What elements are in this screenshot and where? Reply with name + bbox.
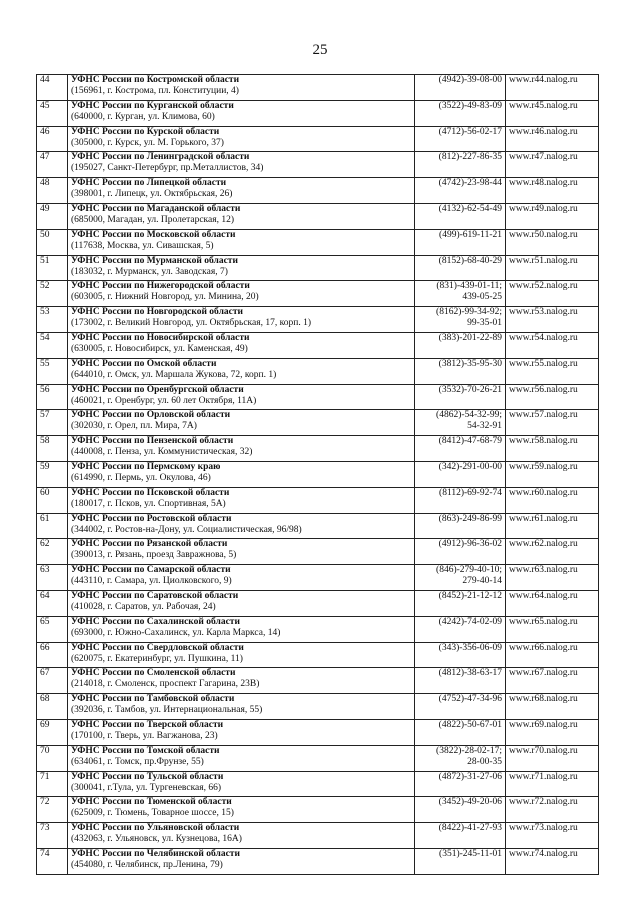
office-name: УФНС России по Ленинградской области [71, 152, 250, 163]
website-link[interactable]: www.r74.nalog.ru [506, 848, 599, 874]
table-row [37, 255, 599, 281]
phone-cell [415, 539, 506, 565]
office-cell [68, 152, 415, 178]
phone-number: (4872)-31-27-06 [438, 771, 502, 782]
phone-number: (3522)-49-83-09 [438, 100, 502, 111]
website-link[interactable]: www.r61.nalog.ru [506, 513, 599, 539]
office-name: УФНС России по Тверской области [71, 719, 224, 730]
website-link[interactable]: www.r52.nalog.ru [506, 281, 599, 307]
office-name: УФНС России по Костромской области [71, 75, 240, 85]
office-address: (344002, г. Ростов-на-Дону, ул. Социалистическая, 96/98) [71, 524, 302, 535]
website-link[interactable]: www.r47.nalog.ru [506, 152, 599, 178]
office-name: УФНС России по Магаданской области [71, 203, 241, 214]
website-link[interactable]: www.r63.nalog.ru [506, 565, 599, 591]
website-link[interactable]: www.r69.nalog.ru [506, 719, 599, 745]
office-cell [68, 332, 415, 358]
row-number: 70 [37, 745, 68, 771]
office-address: (117638, Москва, ул. Сивашская, 5) [71, 240, 214, 251]
office-cell [68, 771, 415, 797]
phone-number: (4942)-39-08-00 [438, 75, 502, 85]
office-address: (620075, г. Екатеринбург, ул. Пушкина, 11) [71, 653, 243, 664]
website-link[interactable]: www.r46.nalog.ru [506, 126, 599, 152]
phone-cell [415, 100, 506, 126]
office-name: УФНС России по Псковской области [71, 487, 230, 498]
phone-number: (4752)-47-34-96 [438, 694, 502, 705]
phone-cell [415, 668, 506, 694]
row-number: 58 [37, 436, 68, 462]
phone-number: 439-05-25 [462, 292, 502, 303]
website-link[interactable]: www.r65.nalog.ru [506, 616, 599, 642]
office-name: УФНС России по Рязанской области [71, 539, 228, 550]
office-address: (440008, г. Пенза, ул. Коммунистическая, 32) [71, 447, 253, 458]
row-number: 60 [37, 487, 68, 513]
office-name: УФНС России по Новгородской области [71, 307, 244, 318]
table-row [37, 771, 599, 797]
phone-number: (3812)-35-95-30 [438, 358, 502, 369]
office-cell [68, 307, 415, 333]
phone-cell [415, 152, 506, 178]
office-cell [68, 203, 415, 229]
row-number: 50 [37, 229, 68, 255]
row-number: 72 [37, 797, 68, 823]
office-cell [68, 539, 415, 565]
row-number: 48 [37, 178, 68, 204]
table-row [37, 384, 599, 410]
website-link[interactable]: www.r66.nalog.ru [506, 642, 599, 668]
row-number: 52 [37, 281, 68, 307]
table-row [37, 100, 599, 126]
website-link[interactable]: www.r60.nalog.ru [506, 487, 599, 513]
phone-number: (499)-619-11-21 [439, 229, 502, 240]
office-address: (183032, г. Мурманск, ул. Заводская, 7) [71, 266, 228, 277]
table-body [37, 75, 599, 875]
table-row [37, 307, 599, 333]
office-cell [68, 668, 415, 694]
row-number: 69 [37, 719, 68, 745]
table-row [37, 823, 599, 849]
table-row [37, 745, 599, 771]
page-number: 25 [312, 42, 328, 58]
row-number: 51 [37, 255, 68, 281]
office-name: УФНС России по Ульяновской области [71, 823, 240, 834]
phone-number: (351)-245-11-01 [439, 848, 502, 859]
phone-number: (3822)-28-02-17; [436, 745, 502, 756]
phone-cell [415, 823, 506, 849]
phone-number: (831)-439-01-11; [436, 281, 502, 292]
office-address: (302030, г. Орел, пл. Мира, 7А) [71, 421, 197, 432]
office-address: (432063, г. Ульяновск, ул. Кузнецова, 16А) [71, 834, 242, 845]
table-row [37, 75, 599, 101]
phone-number: (8422)-41-27-93 [438, 823, 502, 834]
office-cell [68, 410, 415, 436]
office-cell [68, 100, 415, 126]
table-row [37, 539, 599, 565]
row-number: 63 [37, 565, 68, 591]
office-name: УФНС России по Сахалинской области [71, 616, 240, 627]
website-link[interactable]: www.r73.nalog.ru [506, 823, 599, 849]
office-cell [68, 75, 415, 101]
website-link[interactable]: www.r59.nalog.ru [506, 461, 599, 487]
row-number: 44 [37, 75, 68, 101]
row-number: 71 [37, 771, 68, 797]
website-link[interactable]: www.r72.nalog.ru [506, 797, 599, 823]
website-link[interactable]: www.r45.nalog.ru [506, 100, 599, 126]
phone-cell [415, 745, 506, 771]
office-address: (640000, г. Курган, ул. Климова, 60) [71, 111, 215, 122]
office-cell [68, 565, 415, 591]
office-address: (625009, г. Тюмень, Товарное шоссе, 15) [71, 808, 234, 819]
table-row [37, 229, 599, 255]
website-link[interactable]: www.r53.nalog.ru [506, 307, 599, 333]
row-number: 55 [37, 358, 68, 384]
phone-cell [415, 436, 506, 462]
office-cell [68, 384, 415, 410]
phone-cell [415, 384, 506, 410]
office-name: УФНС России по Самарской области [71, 565, 231, 576]
website-link[interactable]: www.r68.nalog.ru [506, 694, 599, 720]
office-cell [68, 178, 415, 204]
office-address: (685000, Магадан, ул. Пролетарская, 12) [71, 214, 235, 225]
office-name: УФНС России по Московской области [71, 229, 236, 240]
row-number: 56 [37, 384, 68, 410]
phone-cell [415, 332, 506, 358]
phone-number: (342)-291-00-00 [438, 461, 502, 472]
office-address: (603005, г. Нижний Новгород, ул. Минина, 20) [71, 292, 259, 303]
office-name: УФНС России по Тульской области [71, 771, 224, 782]
phone-cell [415, 719, 506, 745]
phone-number: (4822)-50-67-01 [438, 719, 502, 730]
phone-number: (343)-356-06-09 [438, 642, 502, 653]
table-row [37, 152, 599, 178]
office-address: (630005, г. Новосибирск, ул. Каменская, 49) [71, 343, 248, 354]
table-row [37, 126, 599, 152]
phone-number: (812)-227-86-35 [438, 152, 502, 163]
phone-number: (8452)-21-12-12 [438, 590, 502, 601]
website-link[interactable]: www.r44.nalog.ru [506, 75, 599, 101]
office-address: (634061, г. Томск, пр.Фрунзе, 55) [71, 756, 204, 767]
office-name: УФНС России по Челябинской области [71, 848, 240, 859]
table-row [37, 668, 599, 694]
office-cell [68, 616, 415, 642]
office-address: (443110, г. Самара, ул. Циолковского, 9) [71, 576, 232, 587]
phone-cell [415, 358, 506, 384]
phone-number: (4812)-38-63-17 [438, 668, 502, 679]
phone-number: (8112)-69-92-74 [439, 487, 502, 498]
phone-cell [415, 410, 506, 436]
office-address: (454080, г. Челябинск, пр.Ленина, 79) [71, 859, 223, 870]
office-cell [68, 126, 415, 152]
phone-cell [415, 461, 506, 487]
office-cell [68, 642, 415, 668]
office-name: УФНС России по Свердловской области [71, 642, 244, 653]
office-cell [68, 745, 415, 771]
phone-number: 279-40-14 [462, 576, 502, 587]
phone-cell [415, 203, 506, 229]
table-row [37, 616, 599, 642]
phone-number: (4912)-96-36-02 [438, 539, 502, 550]
table-row [37, 281, 599, 307]
row-number: 47 [37, 152, 68, 178]
office-name: УФНС России по Саратовской области [71, 590, 239, 601]
phone-cell [415, 126, 506, 152]
phone-cell [415, 281, 506, 307]
phone-cell [415, 229, 506, 255]
office-name: УФНС России по Курганской области [71, 100, 234, 111]
office-address: (300041, г.Тула, ул. Тургеневская, 66) [71, 782, 222, 793]
table-row [37, 694, 599, 720]
office-name: УФНС России по Мурманской области [71, 255, 238, 266]
phone-cell [415, 307, 506, 333]
office-cell [68, 487, 415, 513]
table-row [37, 590, 599, 616]
office-cell [68, 590, 415, 616]
row-number: 68 [37, 694, 68, 720]
phone-cell [415, 590, 506, 616]
office-cell [68, 797, 415, 823]
website-link[interactable]: www.r58.nalog.ru [506, 436, 599, 462]
website-link[interactable]: www.r70.nalog.ru [506, 745, 599, 771]
website-link[interactable]: www.r50.nalog.ru [506, 229, 599, 255]
office-name: УФНС России по Курской области [71, 126, 220, 137]
row-number: 54 [37, 332, 68, 358]
office-address: (180017, г. Псков, ул. Спортивная, 5А) [71, 498, 226, 509]
phone-cell [415, 255, 506, 281]
website-link[interactable]: www.r51.nalog.ru [506, 255, 599, 281]
table-row [37, 487, 599, 513]
office-name: УФНС России по Тюменской области [71, 797, 232, 808]
table-row [37, 410, 599, 436]
office-cell [68, 436, 415, 462]
phone-cell [415, 487, 506, 513]
website-link[interactable]: www.r62.nalog.ru [506, 539, 599, 565]
phone-number: 54-32-91 [467, 421, 502, 432]
office-address: (392036, г. Тамбов, ул. Интернациональная, 55) [71, 705, 263, 716]
phone-number: (4132)-62-54-49 [438, 203, 502, 214]
office-cell [68, 281, 415, 307]
office-cell [68, 255, 415, 281]
office-cell [68, 229, 415, 255]
office-name: УФНС России по Томской области [71, 745, 220, 756]
office-address: (460021, г. Оренбург, ул. 60 лет Октября, 11А) [71, 395, 257, 406]
office-name: УФНС России по Нижегородской области [71, 281, 250, 292]
phone-number: (4862)-54-32-99; [436, 410, 502, 421]
row-number: 57 [37, 410, 68, 436]
phone-number: (863)-249-86-99 [438, 513, 502, 524]
table-row [37, 358, 599, 384]
office-name: УФНС России по Омской области [71, 358, 217, 369]
phone-number: (8162)-99-34-92; [436, 307, 502, 318]
website-link[interactable]: www.r54.nalog.ru [506, 332, 599, 358]
website-link[interactable]: www.r56.nalog.ru [506, 384, 599, 410]
table-row [37, 461, 599, 487]
phone-cell [415, 75, 506, 101]
table-row [37, 642, 599, 668]
office-address: (170100, г. Тверь, ул. Вагжанова, 23) [71, 730, 218, 741]
phone-number: (3532)-70-26-21 [438, 384, 502, 395]
office-name: УФНС России по Орловской области [71, 410, 231, 421]
row-number: 45 [37, 100, 68, 126]
office-cell [68, 461, 415, 487]
office-address: (398001, г. Липецк, ул. Октябрьская, 26) [71, 189, 233, 200]
website-link[interactable]: www.r48.nalog.ru [506, 178, 599, 204]
website-link[interactable]: www.r49.nalog.ru [506, 203, 599, 229]
office-address: (390013, г. Рязань, проезд Завражнова, 5) [71, 550, 237, 561]
phone-number: (8412)-47-68-79 [438, 436, 502, 447]
office-address: (173002, г. Великий Новгород, ул. Октябрьская, 17, корп. 1) [71, 318, 311, 329]
office-name: УФНС России по Пензенской области [71, 436, 234, 447]
row-number: 59 [37, 461, 68, 487]
phone-cell [415, 513, 506, 539]
office-address: (644010, г. Омск, ул. Маршала Жукова, 72, корп. 1) [71, 369, 277, 380]
phone-number: (383)-201-22-89 [438, 332, 502, 343]
row-number: 73 [37, 823, 68, 849]
office-cell [68, 358, 415, 384]
office-name: УФНС России по Липецкой области [71, 178, 227, 189]
office-address: (214018, г. Смоленск, проспект Гагарина, 23В) [71, 679, 260, 690]
office-name: УФНС России по Ростовской области [71, 513, 232, 524]
phone-cell [415, 797, 506, 823]
phone-number: 99-35-01 [467, 318, 502, 329]
website-link[interactable]: www.r57.nalog.ru [506, 410, 599, 436]
row-number: 49 [37, 203, 68, 229]
office-address: (305000, г. Курск, ул. М. Горького, 37) [71, 137, 224, 148]
phone-number: (846)-279-40-10; [436, 565, 502, 576]
office-cell [68, 823, 415, 849]
website-link[interactable]: www.r55.nalog.ru [506, 358, 599, 384]
office-cell [68, 719, 415, 745]
phone-cell [415, 694, 506, 720]
office-address: (195027, Санкт-Петербург, пр.Металлистов, 34) [71, 163, 264, 174]
office-cell [68, 848, 415, 874]
table-row [37, 436, 599, 462]
office-name: УФНС России по Пермскому краю [71, 461, 221, 472]
office-name: УФНС России по Смоленской области [71, 668, 236, 679]
phone-cell [415, 565, 506, 591]
phone-cell [415, 848, 506, 874]
office-address: (693000, г. Южно-Сахалинск, ул. Карла Маркса, 14) [71, 627, 281, 638]
table-row [37, 332, 599, 358]
row-number: 53 [37, 307, 68, 333]
website-link[interactable]: www.r71.nalog.ru [506, 771, 599, 797]
table-row [37, 719, 599, 745]
table-row [37, 178, 599, 204]
phone-cell [415, 642, 506, 668]
phone-number: (3452)-49-20-06 [438, 797, 502, 808]
office-name: УФНС России по Оренбургской области [71, 384, 244, 395]
table-row [37, 848, 599, 874]
tax-offices-table [36, 74, 599, 875]
row-number: 64 [37, 590, 68, 616]
row-number: 74 [37, 848, 68, 874]
row-number: 46 [37, 126, 68, 152]
table-row [37, 203, 599, 229]
website-link[interactable]: www.r67.nalog.ru [506, 668, 599, 694]
row-number: 65 [37, 616, 68, 642]
phone-number: (4742)-23-98-44 [438, 178, 502, 189]
office-cell [68, 694, 415, 720]
phone-number: (4712)-56-02-17 [438, 126, 502, 137]
table-row [37, 565, 599, 591]
office-cell [68, 513, 415, 539]
phone-cell [415, 616, 506, 642]
table-row [37, 797, 599, 823]
phone-cell [415, 178, 506, 204]
table-row [37, 513, 599, 539]
row-number: 62 [37, 539, 68, 565]
office-name: УФНС России по Тамбовской области [71, 694, 235, 705]
office-address: (614990, г. Пермь, ул. Окулова, 46) [71, 472, 211, 483]
phone-cell [415, 771, 506, 797]
phone-number: (8152)-68-40-29 [438, 255, 502, 266]
office-address: (156961, г. Кострома, пл. Конституции, 4) [71, 86, 239, 96]
office-address: (410028, г. Саратов, ул. Рабочая, 24) [71, 601, 216, 612]
row-number: 66 [37, 642, 68, 668]
website-link[interactable]: www.r64.nalog.ru [506, 590, 599, 616]
row-number: 61 [37, 513, 68, 539]
row-number: 67 [37, 668, 68, 694]
phone-number: (4242)-74-02-09 [438, 616, 502, 627]
office-name: УФНС России по Новосибирской области [71, 332, 250, 343]
phone-number: 28-00-35 [467, 756, 502, 767]
